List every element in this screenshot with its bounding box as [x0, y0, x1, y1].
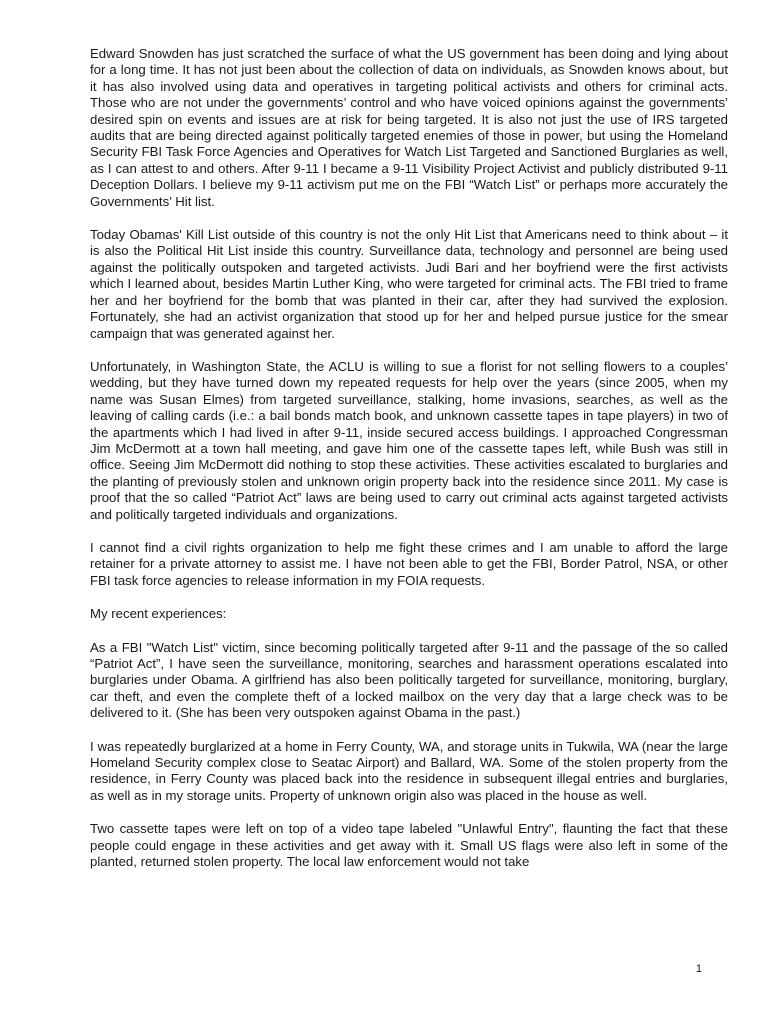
- paragraph-civil-rights: I cannot find a civil rights organization to help me fight these crimes and I am unable to afford the large retainer for a private attorney to assist me. I have not been able to get the FBI, Border Patrol, NSA, or other FBI task force agencies to release information in my FOIA requests.: [90, 539, 728, 588]
- paragraph-snowden: Edward Snowden has just scratched the surface of what the US government has been doing and lying about for a long time. It has not just been about the collection of data on individuals, as Snowden knows about, but it has also involved using data and operatives in targeting political activists and others for criminal acts. Those who are not under the governments’ control and who have voiced opinions against the governments’ desired spin on events and issues are at risk for being targeted. It is also not just the use of IRS targeted audits that are being directed against politically targeted enemies of those in power, but using the Homeland Security FBI Task Force Agencies and Operatives for Watch List Targeted and Sanctioned Burglaries as well, as I can attest to and others. After 9-11 I became a 9-11 Visibility Project Activist and publicly distributed 9-11 Deception Dollars. I believe my 9-11 activism put me on the FBI “Watch List” or perhaps more accurately the Governments’ Hit list.: [90, 46, 728, 209]
- page-number: 1: [695, 963, 702, 975]
- paragraph-aclu: Unfortunately, in Washington State, the ACLU is willing to sue a florist for not selling flowers to a couples’ wedding, but they have turned down my repeated requests for help over the years (since 2005, when my name was Susan Elmes) from targeted surveillance, stalking, home invasions, searches, as well as the leaving of calling cards (i.e.: a bail bonds match book, and unknown cassette tapes in tape players) in two of the apartments which I had lived in after 9-11, inside secured access buildings. I approached Congressman Jim McDermott at a town hall meeting, and gave him one of the cassette tapes left, while Bush was still in office. Seeing Jim McDermott did nothing to stop these activities. These activities escalated to burglaries and the planting of previously stolen and unknown origin property back into the residence since 2011. My case is proof that the so called “Patriot Act” laws are being used to carry out criminal acts against targeted activists and politically targeted individuals and organizations.: [90, 358, 728, 522]
- paragraph-recent-experiences: My recent experiences:: [90, 606, 227, 622]
- paragraph-cassette-tapes: Two cassette tapes were left on top of a video tape labeled "Unlawful Entry", flaunting the fact that these people could engage in these activities and get away with it. Small US flags were also left in some of the planted, returned stolen property. The local law enforcement would not take: [90, 821, 728, 870]
- paragraph-watch-list-victim: As a FBI "Watch List" victim, since becoming politically targeted after 9-11 and the passage of the so called “Patriot Act”, I have seen the surveillance, monitoring, searches and harassment operations escalated into burglaries under Obama. A girlfriend has also been politically targeted for surveillance, monitoring, burglary, car theft, and even the complete theft of a locked mailbox on the very day that a large check was to be delivered to it. (She has been very outspoken against Obama in the past.): [90, 639, 728, 721]
- paragraph-kill-list: Today Obamas' Kill List outside of this country is not the only Hit List that Americans need to think about – it is also the Political Hit List inside this country. Surveillance data, technology and personnel are being used against the politically outspoken and targeted activists. Judi Bari and her boyfriend were the first activists which I learned about, besides Martin Luther King, who were targeted for criminal acts. The FBI tried to frame her and her boyfriend for the bomb that was planted in their car, after they had survived the explosion. Fortunately, she had an activist organization that stood up for her and helped pursue justice for the smear campaign that was generated against her.: [90, 227, 728, 341]
- paragraph-burglaries: I was repeatedly burglarized at a home in Ferry County, WA, and storage units in Tukwila, WA (near the large Homeland Security complex close to Seatac Airport) and Ballard, WA. Some of the stolen property from the residence, in Ferry County was placed back into the residence in subsequent illegal entries and burglaries, as well as in my storage units. Property of unknown origin also was placed in the house as well.: [90, 738, 728, 803]
- document-page: [90, 46, 728, 887]
